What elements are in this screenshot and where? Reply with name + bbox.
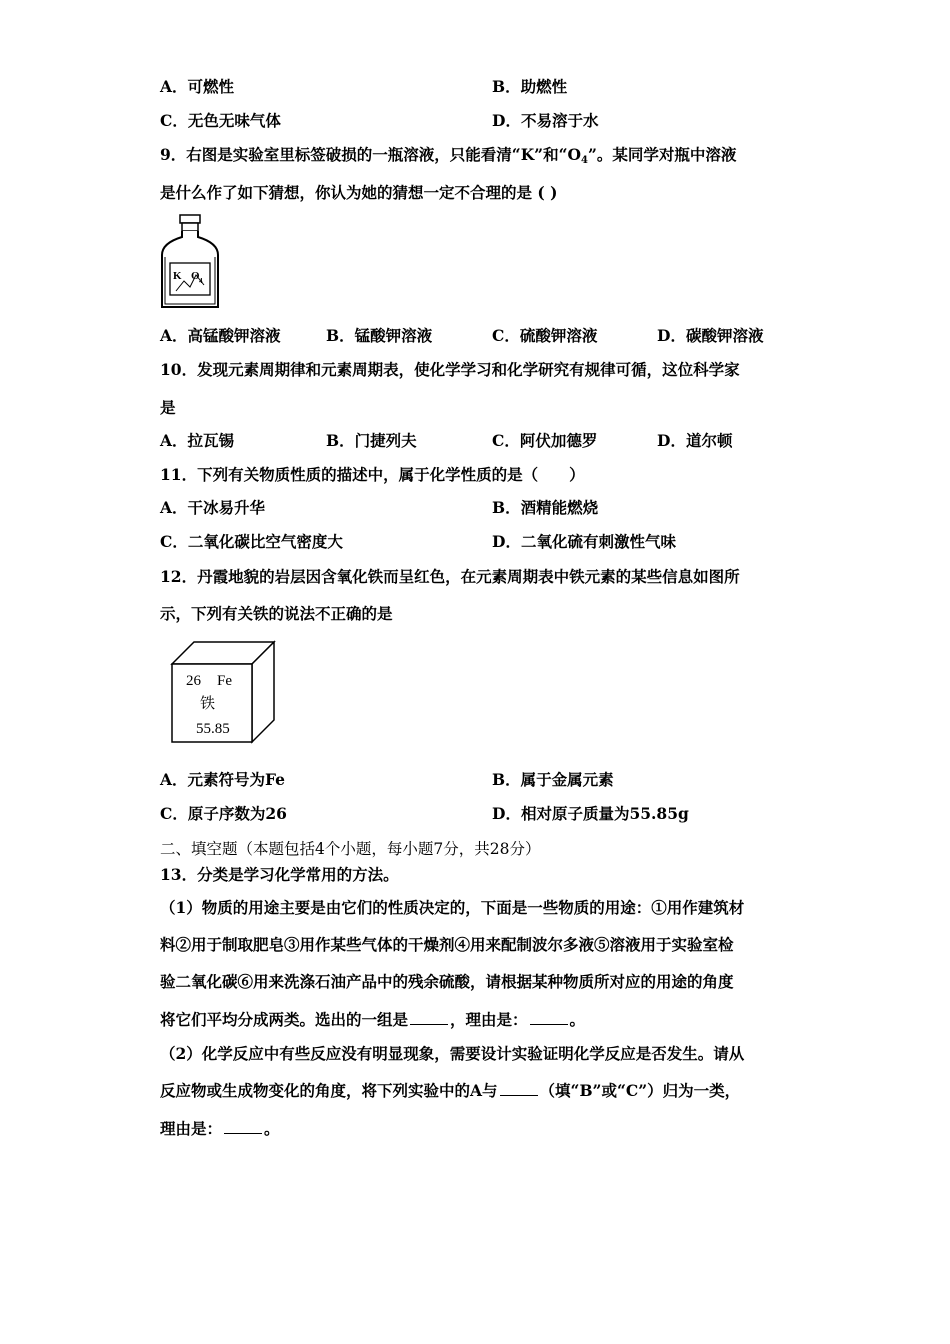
q12-option-d: D．相对原子质量为55.85g	[492, 804, 689, 823]
q12-option-c: C．原子序数为26	[160, 804, 287, 823]
answer-blank-bc[interactable]	[500, 1081, 538, 1096]
q13-part1-line1: （1）物质的用途主要是由它们的性质决定的，下面是一些物质的用途：①用作建筑材	[160, 898, 745, 917]
bottle-label-sub: 4	[199, 277, 203, 285]
q13-part2-line3: 理由是： 。	[160, 1119, 280, 1138]
q10-stem-line1: 10．发现元素周期律和元素周期表，使化学学习和化学研究有规律可循，这位科学家	[160, 360, 740, 379]
q8-option-c: C．无色无味气体	[160, 111, 281, 130]
q8-option-a: A．可燃性	[160, 77, 235, 96]
q9-stem-line1: 9．右图是实验室里标签破损的一瓶溶液，只能看清“K”和“$O_4$”。某同学对瓶中溶液	[160, 145, 737, 166]
q10-option-b: B．门捷列夫	[326, 431, 417, 450]
bottle-label-k: K	[173, 270, 182, 282]
q11-option-a: A．干冰易升华	[160, 498, 266, 517]
q10-option-c: C．阿伏加德罗	[492, 431, 598, 450]
q13-part1-line2: 料②用于制取肥皂③用作某些气体的干燥剂④用来配制波尔多液⑤溶液用于实验室检	[160, 935, 734, 954]
q12-option-b: B．属于金属元素	[492, 770, 614, 789]
q13-part2-line2: 反应物或生成物变化的角度，将下列实验中的A与 （填“B”或“C”）归为一类，	[160, 1081, 741, 1100]
q13-part1-line4: 将它们平均分成两类。选出的一组是 ，理由是： 。	[160, 1010, 586, 1029]
q9-stem-line2: 是什么作了如下猜想，你认为她的猜想一定不合理的是 ( )	[160, 183, 558, 202]
q10-stem-line2: 是	[160, 398, 176, 417]
iron-element-cube	[168, 640, 278, 744]
element-name: 铁	[200, 696, 216, 712]
answer-blank-group[interactable]	[410, 1010, 448, 1025]
q12-option-a: A．元素符号为Fe	[160, 770, 286, 789]
q13-part1-line3: 验二氧化碳⑥用来洗涤石油产品中的残余硫酸，请根据某种物质所对应的用途的角度	[160, 972, 734, 991]
element-symbol: Fe	[217, 673, 232, 689]
q9-option-c: C．硫酸钾溶液	[492, 326, 598, 345]
answer-blank-reason[interactable]	[530, 1010, 568, 1025]
q8-option-d: D．不易溶于水	[492, 111, 599, 130]
bottle-label-o: O	[191, 270, 200, 282]
q12-stem-line1: 12．丹霞地貌的岩层因含氧化铁而呈红色，在元素周期表中铁元素的某些信息如图所	[160, 567, 740, 586]
q11-option-c: C．二氧化碳比空气密度大	[160, 532, 343, 551]
q13-stem: 13．分类是学习化学常用的方法。	[160, 865, 399, 884]
element-mass: 55.85	[196, 721, 230, 737]
q12-stem-line2: 示，下列有关铁的说法不正确的是	[160, 604, 393, 623]
q11-option-d: D．二氧化硫有刺激性气味	[492, 532, 676, 551]
q11-option-b: B．酒精能燃烧	[492, 498, 599, 517]
reagent-bottle-figure	[158, 213, 222, 313]
q10-option-d: D．道尔顿	[657, 431, 733, 450]
section-title: 二、填空题（本题包括4个小题，每小题7分，共28分）	[160, 840, 541, 858]
q10-option-a: A．拉瓦锡	[160, 431, 235, 450]
element-number: 26	[186, 673, 201, 689]
q9-option-b: B．锰酸钾溶液	[326, 326, 433, 345]
q8-option-b: B．助燃性	[492, 77, 568, 96]
q11-stem: 11．下列有关物质性质的描述中，属于化学性质的是（ ）	[160, 465, 585, 484]
q9-option-d: D．碳酸钾溶液	[657, 326, 764, 345]
q13-part2-line1: （2）化学反应中有些反应没有明显现象，需要设计实验证明化学反应是否发生。请从	[160, 1044, 745, 1063]
answer-blank-reason2[interactable]	[224, 1119, 262, 1134]
q9-option-a: A．高锰酸钾溶液	[160, 326, 281, 345]
